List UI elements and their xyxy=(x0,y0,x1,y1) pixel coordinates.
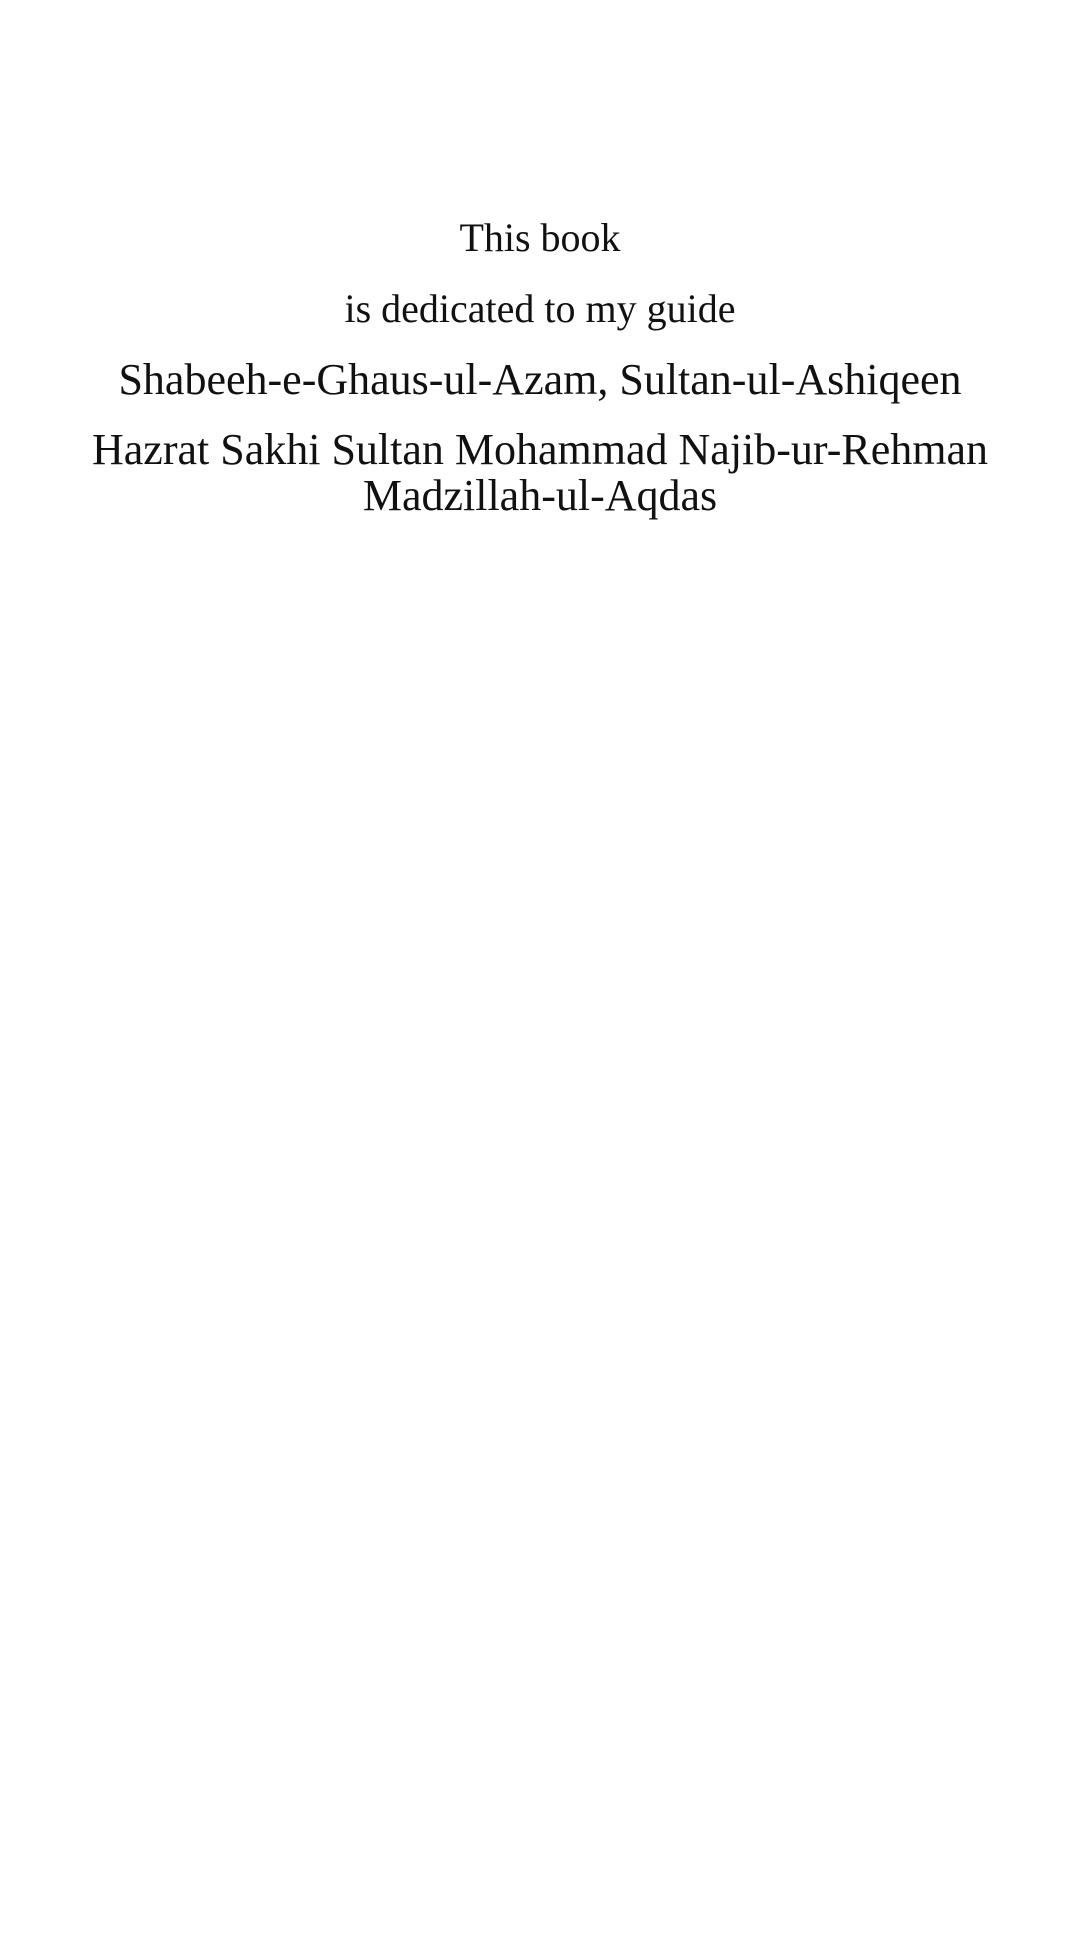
dedication-line-dedicated-to: is dedicated to my guide xyxy=(344,286,736,331)
dedication-line-this-book: This book xyxy=(459,215,621,260)
dedication-line-title: Shabeeh-e-Ghaus-ul-Azam, Sultan-ul-Ashiqeen xyxy=(118,355,962,404)
dedication-name-main: Hazrat Sakhi Sultan Mohammad Najib-ur-Rehman xyxy=(91,425,988,474)
dedication-name-honorific: Madzillah-ul-Aqdas xyxy=(362,471,718,520)
dedication-line-name xyxy=(0,427,1080,519)
